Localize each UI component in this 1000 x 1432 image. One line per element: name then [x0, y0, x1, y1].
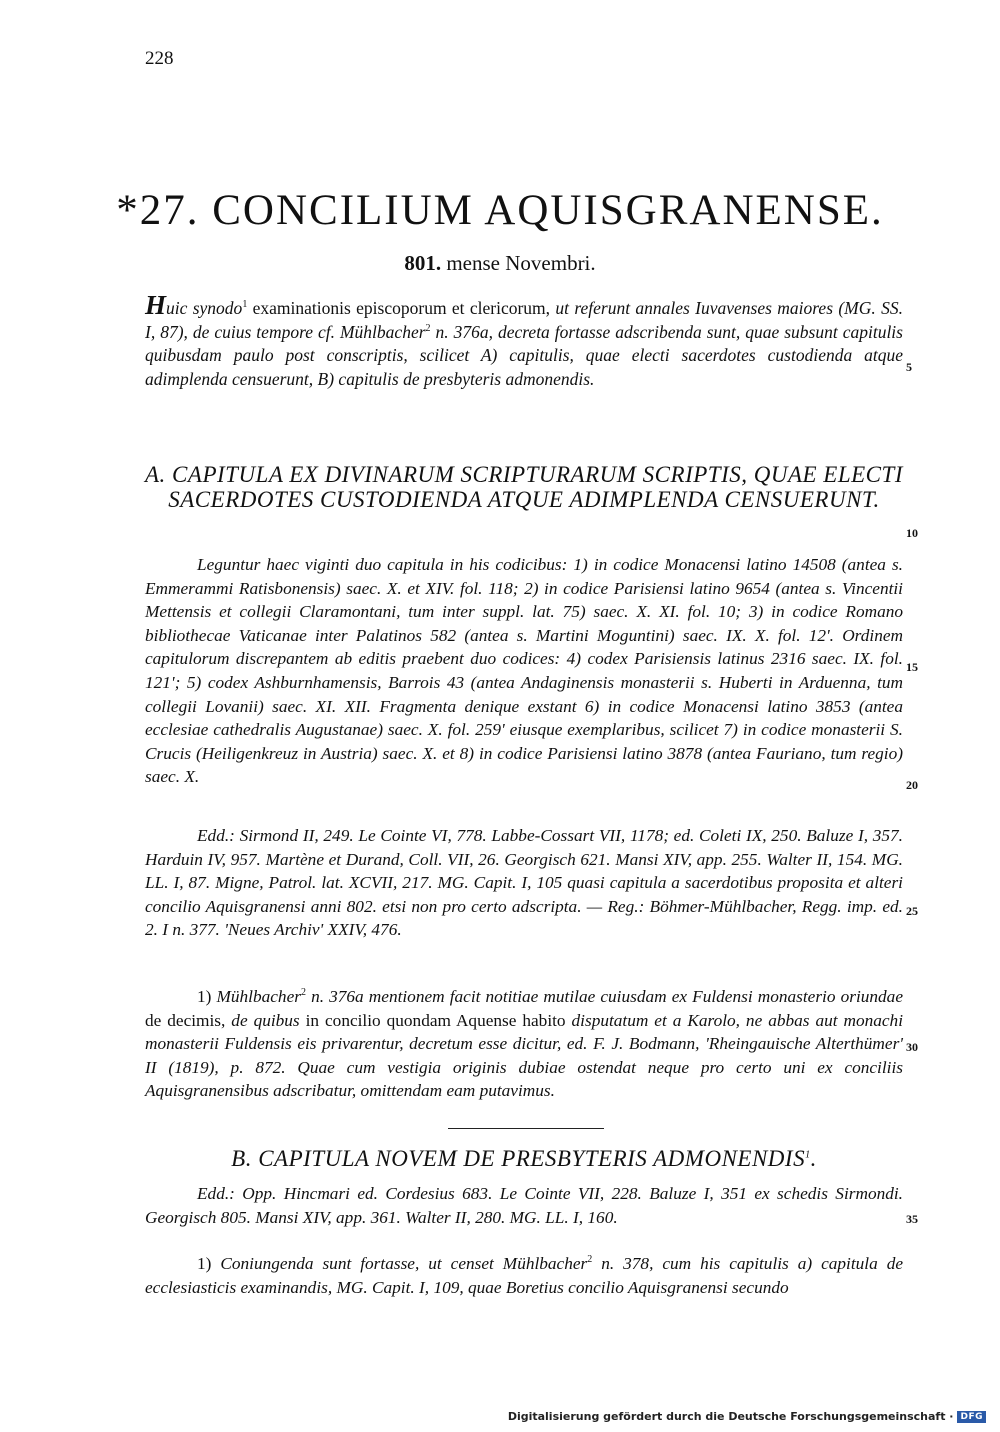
footnote-ref: 1 — [242, 299, 248, 311]
line-number: 30 — [906, 1040, 918, 1054]
digitization-footer — [508, 1410, 986, 1423]
footnote-marker: 1) — [197, 987, 217, 1006]
editions-b-paragraph: Edd.: Opp. Hincmari ed. Cordesius 683. Le Cointe VII, 228. Baluze I, 351 ex schedis Sirmondi. Georgisch 805. Mansi XIV, app. 361. Walter II, 280. MG. LL. I, 160. — [145, 1184, 903, 1227]
section-a-heading: A. CAPITULA EX DIVINARUM SCRIPTURARUM SCRIPTIS, QUAE ELECTI SACERDOTES CUSTODIENDA ATQUE ADIMPLENDA CENSUERUNT. — [145, 462, 903, 512]
footnote-text: de decimis, — [145, 1010, 232, 1030]
section-divider — [448, 1128, 604, 1129]
footer-text: Digitalisierung gefördert durch die Deutsche Forschungsgemeinschaft · — [507, 1410, 954, 1423]
footnote-text: Mühlbacher — [216, 987, 301, 1006]
footnote-ref: 2 — [300, 987, 306, 999]
dfg-logo: DFG — [957, 1411, 986, 1423]
section-b-heading — [145, 1146, 903, 1171]
footnote-text: n. 376a mentionem facit notitiae mutilae cuiusdam ex Fuldensi monasterio oriundae — [305, 987, 903, 1006]
document-title: *27. CONCILIUM AQUISGRANENSE. — [116, 187, 884, 234]
initial-letter: H — [145, 290, 167, 320]
footnote-text: disputatum et a Karolo, ne abbas aut monachi monasterii Fuldensis eis privarentur, decretum esse dicitur, ed. F. J. Bodmann, 'Rheingauische Alterthümer' II (1819), p. 872. Quae cum vestigia originis dubiae ostendat neque pro certo uni ex conciliis Aquisgranensibus adscribatur, omittendam eam putavimus. — [145, 1010, 903, 1101]
footnote-1 — [145, 985, 903, 1103]
footnote-text: n. 378, cum his capitulis a) capitula de ecclesiasticis examinandis, MG. Capit. I, 109, quae Boretius concilio Aquisgranensi secundo — [145, 1254, 904, 1297]
footnote-text: in concilio quondam Aquense habito — [299, 1010, 572, 1030]
intro-text-2: examinationis episcoporum et clericorum, — [247, 298, 556, 318]
date-month: mense Novembri. — [446, 251, 596, 275]
footnote-marker: 1) — [197, 1254, 221, 1273]
page-number: 228 — [145, 48, 174, 69]
date-year: 801. — [404, 251, 442, 275]
intro-text-1: uic synodo — [166, 298, 243, 318]
codices-paragraph: Leguntur haec viginti duo capitula in his codicibus: 1) in codice Monacensi latino 14508 (antea s. Emmerammi Ratisbonensis) saec. X. et XIV. fol. 118; 2) in codice Parisiensi latino 9654 (antea s. Vincentii Mettensis et collegii Claramontani, tum inter suppl. lat. 75) saec. X. XI. fol. 10; 3) in codice Romano bibliothecae Vaticanae inter Palatinos 582 (antea s. Martini Moguntini) saec. IX. X. fol. 12'. Ordinem capitulorum discrepantem ab editis praebent duo codices: 4) codex Parisiensis latinus 2316 saec. IX. fol. 121'; 5) codex Ashburnhamensis, Barrois 43 (antea Andaginensis monasterii s. Huberti in Arduenna, tum collegii Lovanii) saec. XI. XII. Fragmenta denique exstant 6) in codice Monacensi latino 3853 (antea ecclesiae cathedralis Augustanae) saec. X. fol. 259' eiusque exemplaribus, scilicet 7) in codice monasterii S. Crucis (Heiligenkreuz in Austria) saec. X. et 8) in codice Parisiensi latino 3878 (antea Fauriano, tum regio) saec. X. — [145, 555, 903, 787]
intro-paragraph — [145, 290, 903, 391]
heading-period: . — [810, 1146, 817, 1171]
footnote-2 — [145, 1252, 903, 1299]
intro-text-3: ut referunt annales Iuvavenses maiores (MG. SS. I, 87), de cuius tempore cf. Mühlbacher — [145, 298, 903, 342]
date-line — [0, 251, 1000, 276]
footnote-text: Coniungenda sunt fortasse, ut censet Mühlbacher — [220, 1254, 588, 1273]
line-number: 20 — [906, 778, 918, 792]
footnote-ref: 2 — [425, 322, 431, 334]
line-number: 15 — [906, 660, 918, 674]
section-b-heading-text: B. CAPITULA NOVEM DE PRESBYTERIS ADMONENDIS — [231, 1146, 806, 1171]
footnote-ref: 1 — [805, 1149, 811, 1161]
intro-text-4: n. 376a, decreta fortasse adscribenda sunt, quae subsunt capitulis quibusdam paulo post conscriptis, scilicet A) capitulis, quae electi sacerdotes custodienda atque adimplenda censuerunt, B) capitulis de presbyteris admonendis. — [145, 321, 903, 389]
footnote-ref: 2 — [587, 1254, 593, 1266]
footnote-text: de quibus — [231, 1010, 300, 1030]
editions-paragraph: Edd.: Sirmond II, 249. Le Cointe VI, 778. Labbe-Cossart VII, 1178; ed. Coleti IX, 250. Baluze I, 357. Harduin IV, 957. Martène et Durand, Coll. VII, 26. Georgisch 621. Mansi XIV, app. 255. Walter II, 154. MG. LL. I, 87. Migne, Patrol. lat. XCVII, 217. MG. Capit. I, 105 quasi capitula a sacerdotibus proposita et alteri concilio Aquisgranensi anni 802. etsi non pro certo adscripta. — Reg.: Böhmer-Mühlbacher, Regg. imp. ed. 2. I n. 377. 'Neues Archiv' XXIV, 476. — [145, 826, 903, 940]
line-number: 25 — [906, 904, 918, 918]
line-number: 5 — [906, 360, 912, 374]
line-number: 10 — [906, 526, 918, 540]
line-number: 35 — [906, 1212, 918, 1226]
